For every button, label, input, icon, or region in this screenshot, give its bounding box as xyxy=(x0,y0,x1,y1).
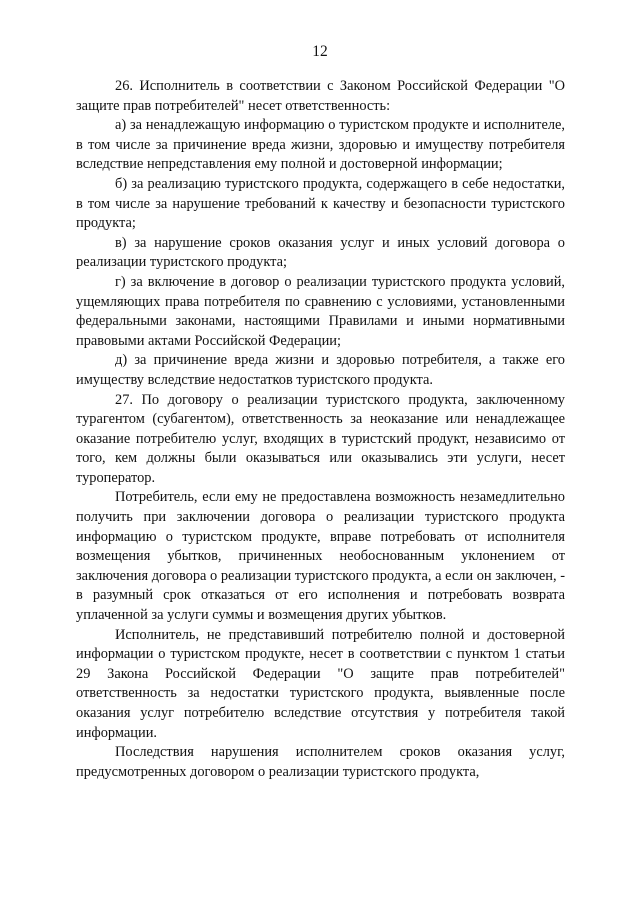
paragraph-26-a: а) за ненадлежащую информацию о туристском продукте и исполнителе, в том числе за причинение вреда жизни, здоровью и имуществу потребителя вследствие непредставления ему полной и достоверной информации; xyxy=(76,117,565,173)
paragraph-27: 27. По договору о реализации туристского продукта, заключенному турагентом (субагентом), ответственность за неоказание или ненадлежащее оказание потребителю услуг, входящих в туристский продукт, независимо от того, кем должны были оказываться или оказывались эти услуги, несет туроператор. xyxy=(76,391,565,486)
paragraph-consequences: Последствия нарушения исполнителем сроков оказания услуг, предусмотренных договором о реализации туристского продукта, xyxy=(76,744,565,780)
paragraph-26-v: в) за нарушение сроков оказания услуг и иных условий договора о реализации туристского продукта; xyxy=(76,234,565,271)
paragraph-consumer-rights: Потребитель, если ему не предоставлена возможность незамедлительно получить при заключении договора о реализации туристского продукта информацию о туристском продукте, вправе потребовать от исполнителя возмещения убытков, причиненных необоснованным уклонением от заключения договора о реализации туристского продукта, а если он заключен, - в разумный срок отказаться от его исполнения и потребовать возврата уплаченной за услуги суммы и возмещения других убытков. xyxy=(76,489,565,624)
page-number: 12 xyxy=(312,43,328,60)
document-body xyxy=(76,77,565,782)
paragraph-26-d: д) за причинение вреда жизни и здоровью потребителя, а также его имуществу вследствие недостатков туристского продукта. xyxy=(76,352,565,388)
paragraph-executor-liability: Исполнитель, не представивший потребителю полной и достоверной информации о туристском продукте, несет в соответствии с пунктом 1 статьи 29 Закона Российской Федерации "О защите прав потребителей" ответственность за недостатки туристского продукта, выявленные после оказания услуг потребителю вследствие отсутствия у потребителя такой информации. xyxy=(76,626,565,741)
paragraph-26: 26. Исполнитель в соответствии с Законом Российской Федерации "О защите прав потребителей" несет ответственность: xyxy=(76,78,565,114)
paragraph-26-g: г) за включение в договор о реализации туристского продукта условий, ущемляющих права потребителя по сравнению с условиями, установленными федеральными законами, настоящими Правилами и иными нормативными правовыми актами Российской Федерации; xyxy=(76,273,565,349)
paragraph-26-b: б) за реализацию туристского продукта, содержащего в себе недостатки, в том числе за нарушение требований к качеству и безопасности туристского продукта; xyxy=(76,175,565,232)
